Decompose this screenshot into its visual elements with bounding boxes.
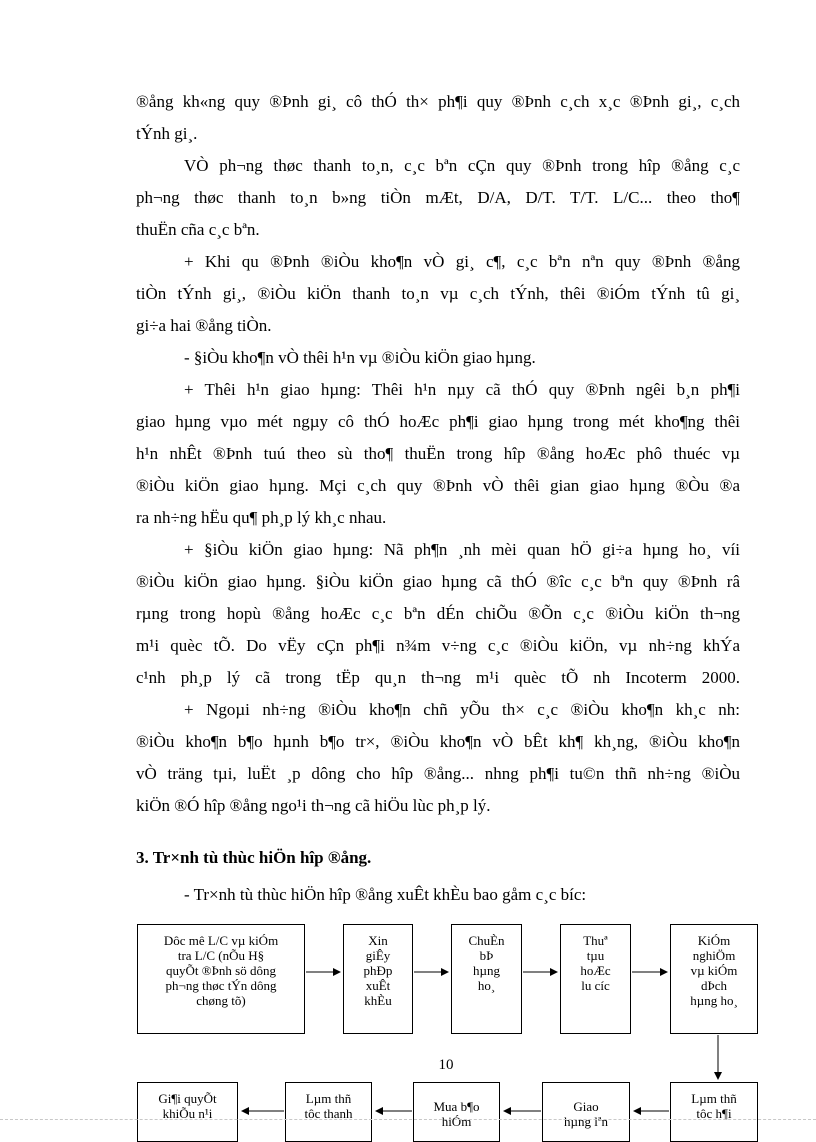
text-line: thuËn cña c¸c bªn. [136, 220, 260, 239]
flow-step-text: lu cíc [581, 978, 610, 993]
text-line: + Ngoµi nh÷ng ®iÒu kho¶n chñ yÕu th× c¸c ®iÒu kho¶n kh¸c nh: [184, 700, 740, 719]
flow-step-text: ChuÈn [468, 933, 505, 948]
flow-step-text: ph¬ng thøc tÝn dông [165, 978, 277, 993]
flow-step-text: Thuª [583, 933, 608, 948]
flow-step-text: hoÆc [580, 963, 611, 978]
flow-step-text: Xin [368, 933, 388, 948]
text-line: ph¬ng thøc thanh to¸n b»ng tiÒn mÆt, D/A, D/T. T/T. L/C... theo tho¶ [136, 188, 740, 207]
flow-step-text: tµu [586, 948, 605, 963]
flow-step-prepare-goods [451, 924, 522, 1034]
section-heading: 3. Tr×nh tù thùc hiÖn hîp ®ång. [136, 848, 372, 867]
text-line: ®iÒu kho¶n b¶o hµnh b¶o tr×, ®iÒu kho¶n vÒ bÊt kh¶ kh¸ng, ®iÒu kho¶n [136, 732, 740, 751]
text-line: gi÷a hai ®ång tiÒn. [136, 316, 272, 335]
section-intro: - Tr×nh tù thùc hiÖn hîp ®ång xuÊt khÈu bao gåm c¸c bíc: [184, 885, 587, 904]
text-line: tÝnh gi¸. [136, 124, 198, 143]
flow-step-text: hµng lªn [564, 1114, 608, 1129]
text-line: giao hµng vµo mét ngµy cô thÓ hoÆc ph¶i giao hµng trong mét kho¶ng thêi [136, 412, 740, 431]
flow-step-text: giÊy [365, 948, 391, 963]
flow-step-charter-ship [560, 924, 631, 1034]
flow-step-text: Mua b¶o [433, 1099, 480, 1114]
flow-step-check-lc [137, 924, 305, 1034]
text-line: rµng trong hopù ®ång hoÆc c¸c bªn dÉn chiÕu ®Õn c¸c ®iÒu kiÖn th¬ng [136, 604, 740, 623]
flow-step-text: nghiÖm [692, 948, 736, 963]
text-line: vÒ träng tµi, luËt ¸p dông cho hîp ®ång... nhng ph¶i tu©n thñ nh÷ng ®iÒu [136, 764, 740, 783]
text-line: ®ång kh«ng quy ®Þnh gi¸ cô thÓ th× ph¶i quy ®Þnh c¸ch x¸c ®Þnh gi¸, c¸ch [136, 92, 740, 111]
flow-step-text: khÈu [364, 993, 392, 1008]
text-line: h¹n nhÊt ®Þnh tuú theo sù tho¶ thuËn trong hîp ®ång hoÆc phô thuéc vµ [136, 444, 740, 463]
flow-step-payment-procedure [285, 1082, 372, 1142]
page-number: 10 [438, 1057, 454, 1073]
flow-step-text: dÞch [701, 978, 727, 993]
flow-step-text: ho¸ [477, 978, 496, 993]
flow-step-text: quyÕt ®Þnh sö dông [166, 963, 276, 978]
text-line: ra nh÷ng hËu qu¶ ph¸p lý kh¸c nhau. [136, 508, 387, 527]
text-line: VÒ ph¬ng thøc thanh to¸n, c¸c bªn cÇn quy ®Þnh trong hîp ®ång c¸c [184, 156, 740, 175]
flow-step-text: phÐp [363, 963, 393, 978]
body-text [136, 86, 740, 822]
flow-step-complaints [137, 1082, 238, 1142]
flow-step-text: tra L/C (nÕu H§ [177, 948, 265, 963]
flow-step-deliver-goods [542, 1082, 630, 1142]
text-line: c¹nh ph¸p lý cã trong tËp qu¸n th¬ng m¹i quèc tÕ nh Incoterm 2000. [136, 668, 740, 687]
flow-step-text: tôc h¶i [696, 1106, 732, 1121]
text-line: + Thêi h¹n giao hµng: Thêi h¹n nµy cã thÓ quy ®Þnh ngêi b¸n ph¶i [184, 380, 740, 399]
flow-step-text: Lµm thñ [305, 1091, 352, 1106]
flow-step-text: Dôc mê L/C vµ kiÓm [163, 933, 279, 948]
flow-step-text: khiÕu n¹i [162, 1106, 213, 1121]
text-line: + §iÒu kiÖn giao hµng: Nã ph¶n ¸nh mèi quan hÖ gi÷a hµng ho¸ víi [184, 540, 740, 559]
flow-step-text: Lµm thñ [691, 1091, 737, 1106]
flow-step-insurance [413, 1082, 500, 1142]
flow-step-text: tôc thanh [304, 1106, 353, 1121]
text-line: tiÒn tÝnh gi¸, ®iÒu kiÖn thanh to¸n vµ c¸ch tÝnh, thêi ®iÓm tÝnh tû gi¸ [136, 284, 740, 303]
flow-step-inspection [670, 924, 758, 1034]
flow-step-text: hiÓm [441, 1114, 472, 1129]
text-line: ®iÒu kiÖn giao hµng. Mçi c¸ch quy ®Þnh vÒ thêi gian giao hµng ®Òu ®a [136, 476, 740, 495]
flow-step-text: Giao [573, 1099, 599, 1114]
flow-step-text: vµ kiÓm [690, 963, 738, 978]
flow-step-text: KiÓm [697, 933, 731, 948]
flow-step-text: xuÊt [365, 978, 391, 993]
flow-step-text: bÞ [479, 948, 494, 963]
page-bottom-divider [0, 1119, 816, 1120]
flow-step-text: chøng tõ) [196, 993, 246, 1008]
flow-step-export-license [343, 924, 413, 1034]
text-line: m¹i quèc tÕ. Do vËy cÇn ph¶i n¾m v÷ng c¸c ®iÒu kiÖn, vµ nh÷ng khÝa [136, 636, 740, 655]
flow-step-text: hµng ho¸ [690, 993, 738, 1008]
text-line: kiÖn ®Ó hîp ®ång ngo¹i th¬ng cã hiÖu lùc ph¸p lý. [136, 796, 491, 815]
flow-step-text: Gi¶i quyÕt [158, 1091, 217, 1106]
text-line: + Khi qu ®Þnh ®iÒu kho¶n vÒ gi¸ c¶, c¸c bªn nªn quy ®Þnh ®ång [184, 252, 740, 271]
text-line: - §iÒu kho¶n vÒ thêi h¹n vµ ®iÒu kiÖn giao hµng. [184, 348, 536, 367]
flow-step-customs [670, 1082, 758, 1142]
flow-step-text: hµng [473, 963, 500, 978]
text-line: ®iÒu kiÖn giao hµng. §iÒu kiÖn giao hµng cã thÓ ®îc c¸c bªn quy ®Þnh râ [136, 572, 740, 591]
